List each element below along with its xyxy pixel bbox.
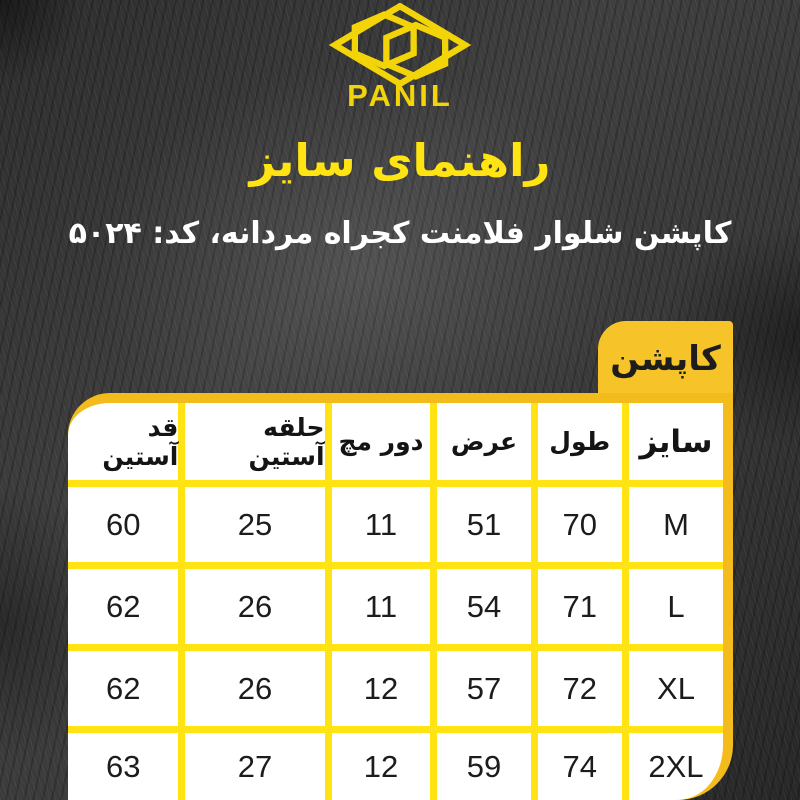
cell-size-l: L [629, 569, 723, 644]
cell-armhole-xl: 26 [185, 651, 324, 726]
cell-length-l: 71 [538, 569, 622, 644]
cell-width-2xl: 59 [437, 733, 530, 800]
cell-armhole-l: 26 [185, 569, 324, 644]
column-header-wrist: دور مچ [332, 403, 431, 480]
cell-length-m: 70 [538, 487, 622, 562]
cell-size-xl: XL [629, 651, 723, 726]
cell-width-l: 54 [437, 569, 530, 644]
column-header-sleeve-length: قد آستین [68, 403, 178, 480]
column-header-width: عرض [437, 403, 530, 480]
size-table-grid [68, 403, 723, 800]
brand-wordmark: PANIL [347, 78, 453, 113]
cell-length-xl: 72 [538, 651, 622, 726]
cell-armhole-2xl: 27 [185, 733, 324, 800]
column-header-armhole: حلقه آستین [185, 403, 324, 480]
cell-sleeve-2xl: 63 [68, 733, 178, 800]
cell-length-2xl: 74 [538, 733, 622, 800]
tab-jacket[interactable] [598, 321, 733, 397]
cell-wrist-m: 11 [332, 487, 431, 562]
cell-size-m: M [629, 487, 723, 562]
tab-jacket-label: کاپشن [610, 339, 721, 379]
cell-armhole-m: 25 [185, 487, 324, 562]
page-title: راهنمای سایز [249, 134, 551, 187]
cell-size-2xl: 2XL [629, 733, 723, 800]
cell-sleeve-l: 62 [68, 569, 178, 644]
cell-wrist-l: 11 [332, 569, 431, 644]
size-table [68, 393, 733, 800]
cell-sleeve-xl: 62 [68, 651, 178, 726]
product-subtitle: کاپشن شلوار فلامنت کجراه مردانه، کد: ۵۰۲۴ [68, 216, 732, 251]
column-header-length: طول [538, 403, 622, 480]
cell-width-m: 51 [437, 487, 530, 562]
cell-wrist-xl: 12 [332, 651, 431, 726]
column-header-size: سایز [629, 403, 723, 480]
cell-width-xl: 57 [437, 651, 530, 726]
cell-sleeve-m: 60 [68, 487, 178, 562]
cell-wrist-2xl: 12 [332, 733, 431, 800]
